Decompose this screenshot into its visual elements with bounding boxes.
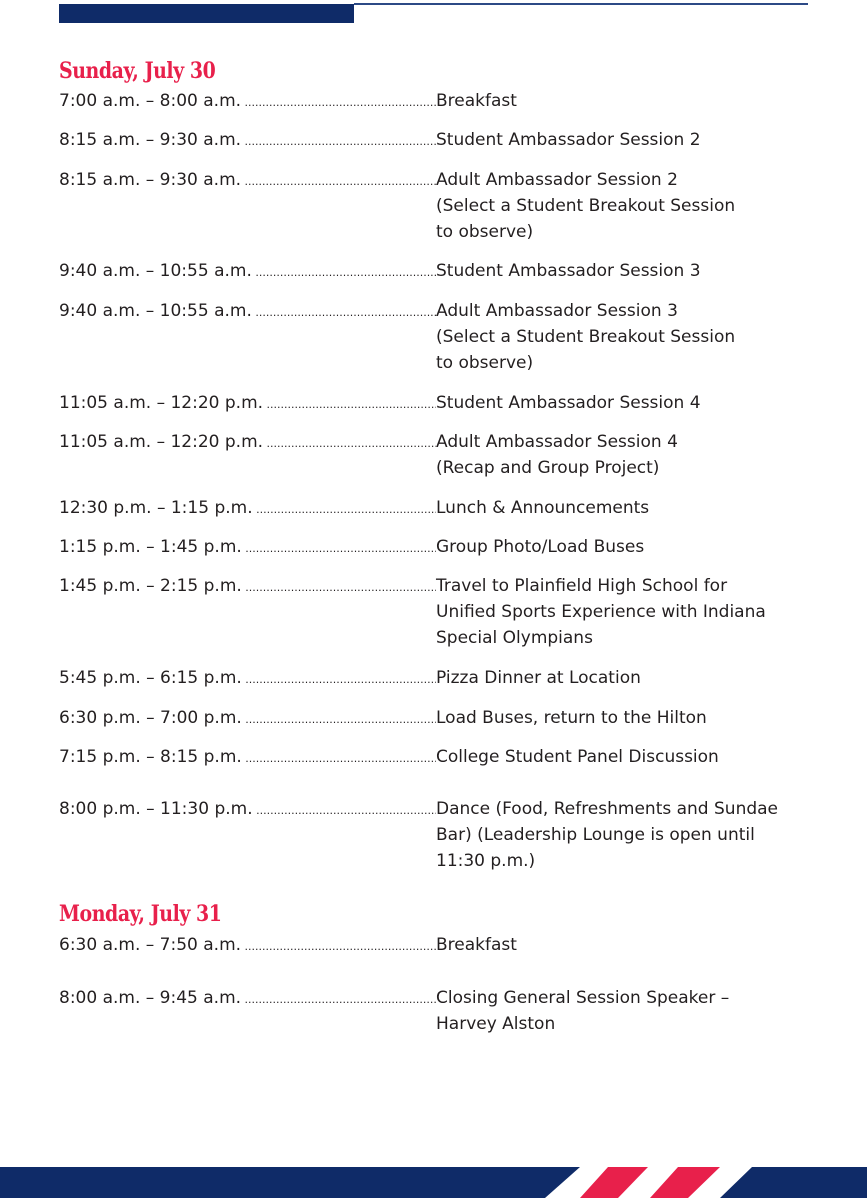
- event-desc: Adult Ambassador Session 3 (Select a Student Breakout Session to observe): [436, 298, 796, 376]
- event-desc: Dance (Food, Refreshments and Sundae Bar) (Leadership Lounge is open until 11:30 p.m.): [436, 796, 796, 874]
- event-time: 9:40 a.m. – 10:55 a.m. .....: [59, 298, 436, 326]
- event-time: 7:00 a.m. – 8:00 a.m. .....: [59, 88, 436, 116]
- event-desc: Pizza Dinner at Location: [436, 665, 796, 691]
- event-time: 5:45 p.m. – 6:15 p.m. .....: [59, 665, 436, 693]
- event-desc: Student Ambassador Session 2: [436, 127, 796, 153]
- event-time: 9:40 a.m. – 10:55 a.m. .....: [59, 258, 436, 286]
- event-time: 8:00 a.m. – 9:45 a.m. .....: [59, 985, 436, 1013]
- event-time: 1:45 p.m. – 2:15 p.m. .....: [59, 573, 436, 601]
- event-desc: Travel to Plainfield High School for Unified Sports Experience with Indiana Special Olympians: [436, 573, 796, 651]
- event-desc: Load Buses, return to the Hilton: [436, 705, 796, 731]
- event-desc: Student Ambassador Session 3: [436, 258, 796, 284]
- day-heading-monday: Monday, July 31: [59, 901, 222, 927]
- event-desc: Breakfast: [436, 88, 796, 114]
- event-desc: Group Photo/Load Buses: [436, 534, 796, 560]
- event-time: 1:15 p.m. – 1:45 p.m. .....: [59, 534, 436, 562]
- event-desc: Breakfast: [436, 932, 796, 958]
- event-desc: College Student Panel Discussion: [436, 744, 796, 770]
- event-time: 11:05 a.m. – 12:20 p.m. .....: [59, 429, 436, 457]
- header-bar-block: [59, 4, 354, 23]
- event-time: 11:05 a.m. – 12:20 p.m. .....: [59, 390, 436, 418]
- event-desc: Adult Ambassador Session 2 (Select a Student Breakout Session to observe): [436, 167, 796, 245]
- event-time: 6:30 p.m. – 7:00 p.m. .....: [59, 705, 436, 733]
- event-time: 12:30 p.m. – 1:15 p.m. .....: [59, 495, 436, 523]
- footer-white-stripe: [545, 1167, 752, 1198]
- day-heading-sunday: Sunday, July 30: [59, 58, 216, 84]
- event-desc: Adult Ambassador Session 4 (Recap and Group Project): [436, 429, 796, 481]
- event-desc: Lunch & Announcements: [436, 495, 796, 521]
- event-time: 8:00 p.m. – 11:30 p.m. .....: [59, 796, 436, 824]
- header-rule: [354, 3, 808, 5]
- event-time: 8:15 a.m. – 9:30 a.m. .....: [59, 167, 436, 195]
- event-desc: Closing General Session Speaker – Harvey Alston: [436, 985, 796, 1037]
- footer-stripe-band: [0, 1167, 867, 1198]
- event-time: 7:15 p.m. – 8:15 p.m. .....: [59, 744, 436, 772]
- event-desc: Student Ambassador Session 4: [436, 390, 796, 416]
- event-time: 8:15 a.m. – 9:30 a.m. .....: [59, 127, 436, 155]
- event-time: 6:30 a.m. – 7:50 a.m. .....: [59, 932, 436, 960]
